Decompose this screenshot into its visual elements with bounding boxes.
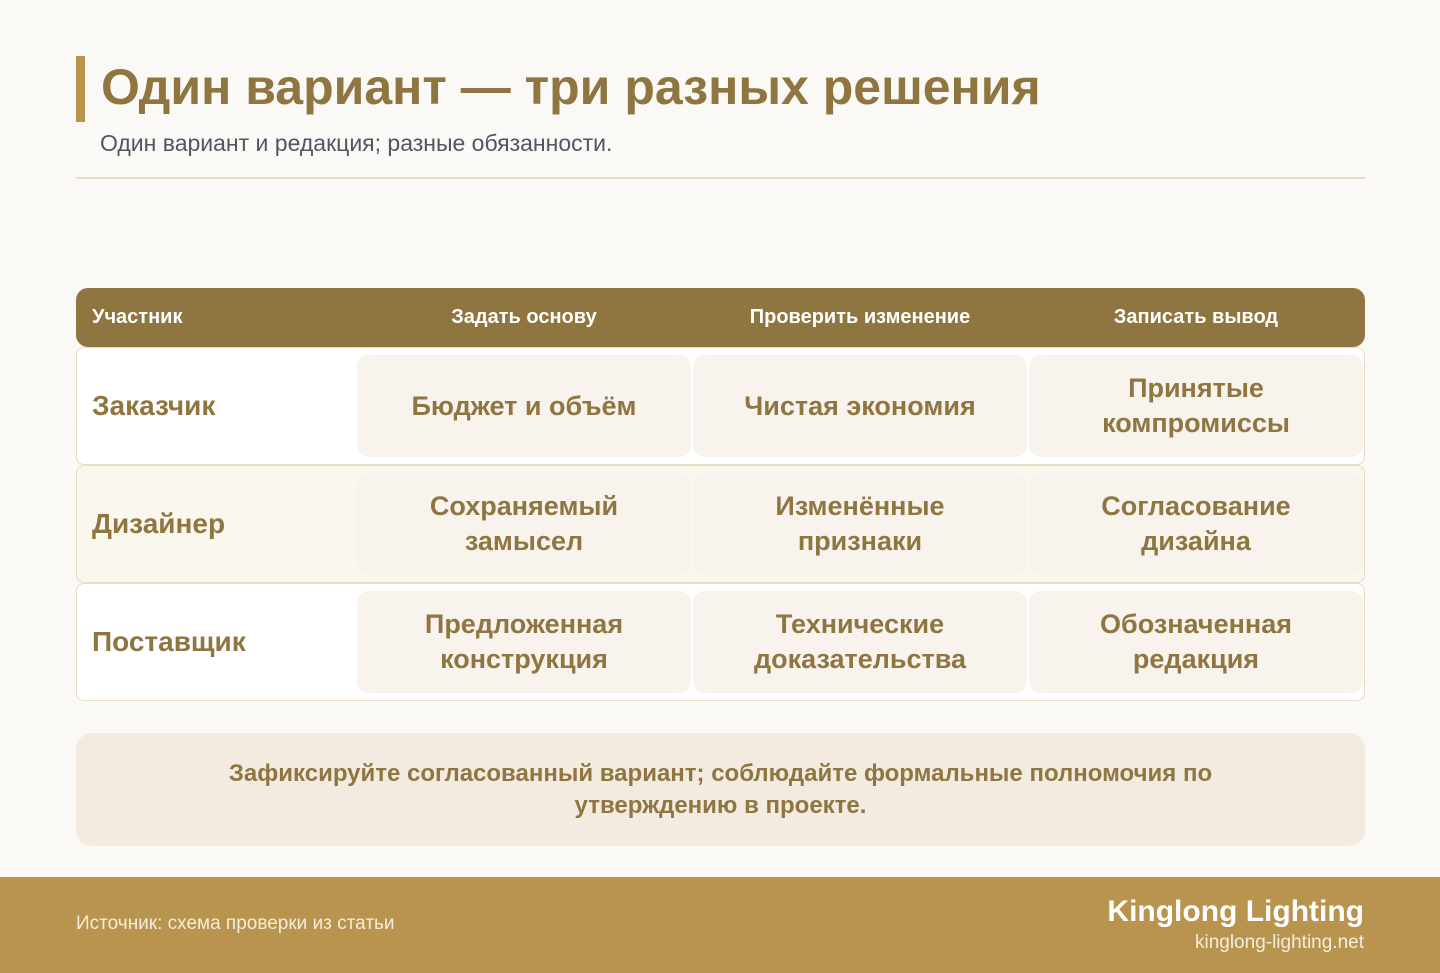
row-label: Дизайнер — [92, 508, 226, 539]
divider — [76, 177, 1365, 179]
column-header-set-basis: Задать основу — [451, 306, 597, 328]
page-subtitle: Один вариант и редакция; разные обязанности. — [100, 130, 613, 156]
footer — [0, 877, 1440, 973]
table-cell: Сохраняемый замысел — [357, 473, 691, 575]
table-row-designer — [76, 465, 1365, 583]
callout-note: Зафиксируйте согласованный вариант; соблюдайте формальные полномочия по утверждению в проекте. — [76, 733, 1365, 846]
table-header — [76, 288, 1365, 347]
table-cell: Технические доказательства — [693, 591, 1027, 693]
column-header-check-change: Проверить изменение — [749, 306, 971, 328]
table-row-client — [76, 347, 1365, 465]
brand-site: kinglong-lighting.net — [1194, 932, 1364, 953]
brand-name: Kinglong Lighting — [1107, 895, 1364, 928]
table-cell: Принятые компромиссы — [1029, 355, 1363, 457]
table-cell: Обозначенная редакция — [1029, 591, 1363, 693]
table-cell: Согласование дизайна — [1029, 473, 1363, 575]
responsibility-table — [76, 288, 1365, 701]
column-header-participant: Участник — [92, 306, 183, 328]
table-cell: Чистая экономия — [693, 355, 1027, 457]
source-text: Источник: схема проверки из статьи — [76, 913, 395, 934]
table-cell: Бюджет и объём — [357, 355, 691, 457]
page-title: Один вариант — три разных решения — [101, 59, 1041, 115]
title-block — [76, 56, 1041, 122]
table-row-supplier — [76, 583, 1365, 701]
column-header-record-conclusion: Записать вывод — [1113, 306, 1279, 328]
row-label: Поставщик — [92, 626, 246, 657]
table-cell: Изменённые признаки — [693, 473, 1027, 575]
table-cell: Предложенная конструкция — [357, 591, 691, 693]
row-label: Заказчик — [92, 390, 216, 421]
